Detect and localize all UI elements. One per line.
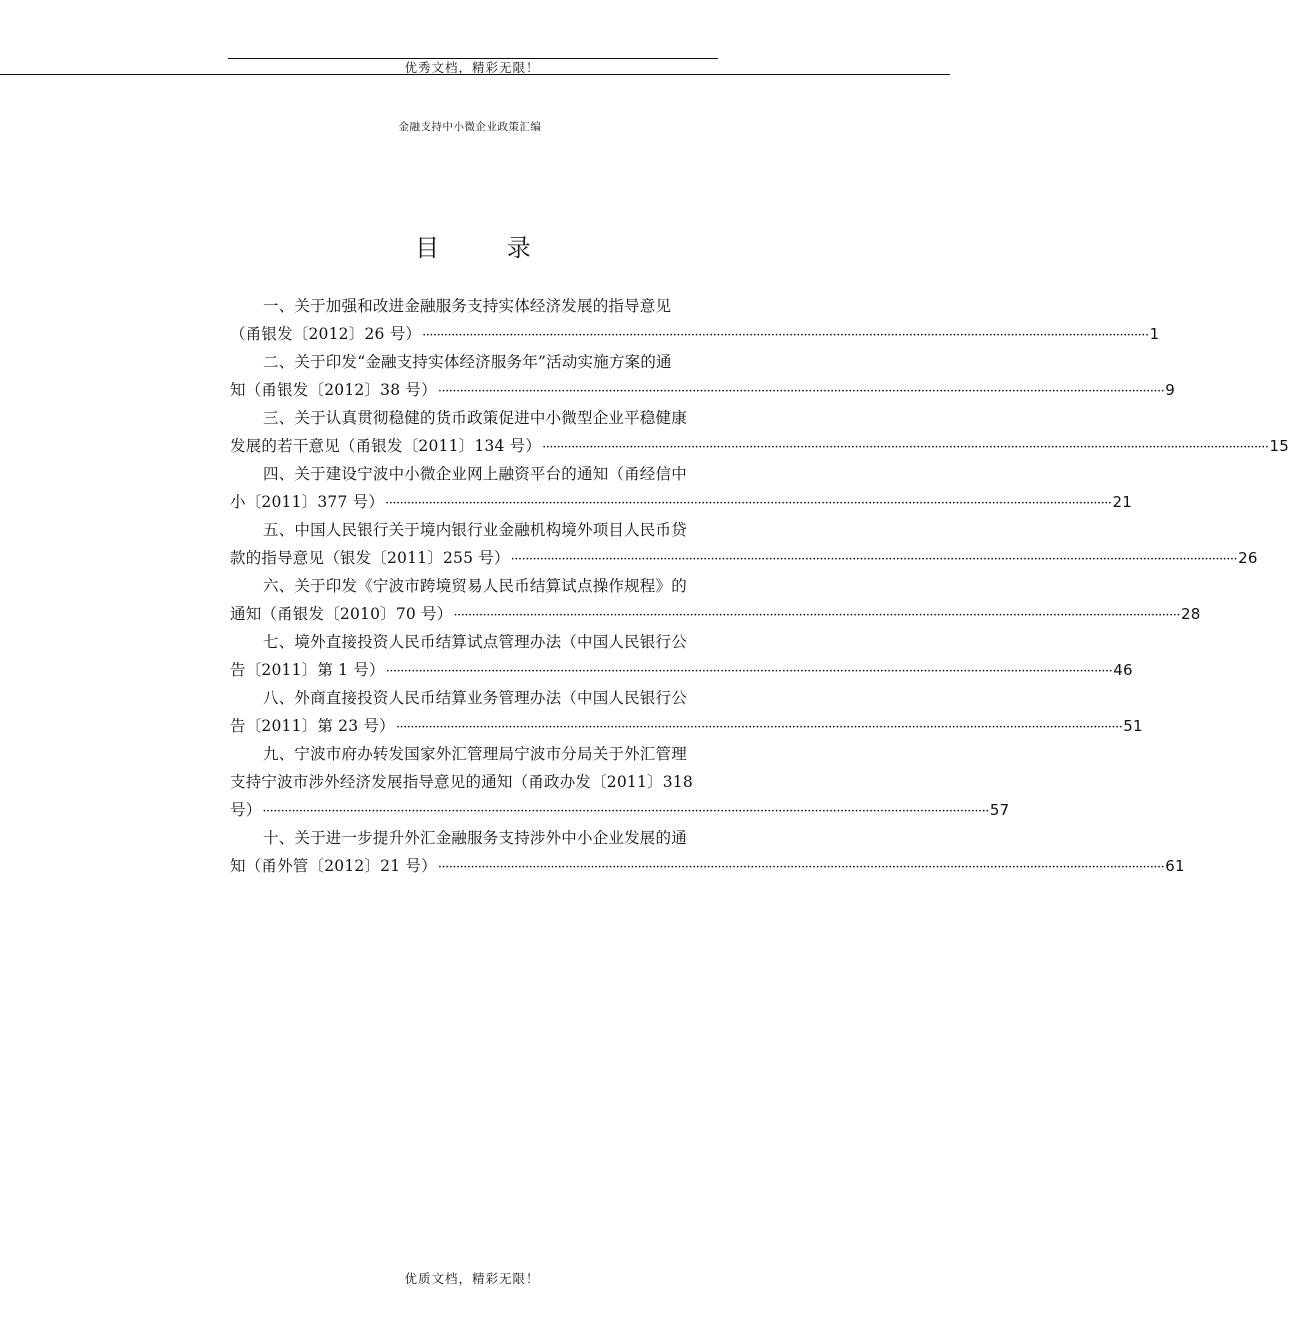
toc-entry[interactable] bbox=[230, 516, 1258, 572]
toc-entry-title-line: 三、关于认真贯彻稳健的货币政策促进中小微型企业平稳健康 bbox=[263, 409, 687, 427]
toc-entry-doc-number: 通知（甬银发〔2010〕70 号） bbox=[230, 605, 453, 623]
toc-entry-text bbox=[230, 572, 716, 600]
toc-entry[interactable] bbox=[230, 292, 1160, 348]
toc-page-number: 1 bbox=[1149, 325, 1160, 343]
toc-entry-text bbox=[230, 740, 716, 768]
toc-leader-dots: ········································································································································································································ bbox=[437, 860, 1165, 875]
toc-entry-text bbox=[230, 516, 716, 544]
toc-entry[interactable] bbox=[230, 824, 1185, 880]
toc-entry-doc-number: 知（甬银发〔2012〕38 号） bbox=[230, 381, 437, 399]
toc-page-number: 28 bbox=[1180, 605, 1201, 623]
toc-entry-title-line: 二、关于印发“金融支持实体经济服务年”活动实施方案的通 bbox=[263, 353, 672, 371]
toc-entry-last-line bbox=[230, 376, 1176, 404]
toc-entry-title-line: 一、关于加强和改进金融服务支持实体经济发展的指导意见 bbox=[263, 297, 672, 315]
toc-entry-doc-number: 发展的若干意见（甬银发〔2011〕134 号） bbox=[230, 437, 542, 455]
toc-page-number: 46 bbox=[1113, 661, 1133, 679]
toc-entry-text bbox=[230, 348, 716, 376]
toc-leader-dots: ········································································································································································································ bbox=[262, 804, 989, 819]
toc-entry-text bbox=[230, 292, 716, 320]
toc-leader-dots: ········································································································································································································ bbox=[395, 720, 1123, 735]
toc-page-number: 9 bbox=[1165, 381, 1176, 399]
toc-entry[interactable] bbox=[230, 348, 1176, 404]
toc-entry[interactable] bbox=[230, 684, 1143, 740]
toc-entry-text bbox=[230, 824, 716, 852]
toc-leader-dots: ········································································································································································································ bbox=[542, 440, 1269, 455]
toc-leader-dots: ········································································································································································································ bbox=[453, 608, 1180, 623]
toc-entry-title-line: 支持宁波市涉外经济发展指导意见的通知（甬政办发〔2011〕318 bbox=[230, 773, 693, 791]
toc-entry-last-line bbox=[230, 600, 1201, 628]
toc-entry-title-line: 六、关于印发《宁波市跨境贸易人民币结算试点操作规程》的 bbox=[263, 577, 687, 595]
toc-entry-last-line bbox=[230, 656, 1133, 684]
toc-entry-doc-number: 告〔2011〕第 23 号） bbox=[230, 717, 395, 735]
toc-leader-dots: ········································································································································································································ bbox=[437, 384, 1165, 399]
toc-page-number: 15 bbox=[1269, 437, 1289, 455]
toc-entry-title-line: 十、关于进一步提升外汇金融服务支持涉外中小企业发展的通 bbox=[263, 829, 687, 847]
toc-entry-text bbox=[230, 684, 716, 712]
toc-entry-title-line: 九、宁波市府办转发国家外汇管理局宁波市分局关于外汇管理 bbox=[263, 745, 687, 763]
toc-leader-dots: ········································································································································································································ bbox=[422, 328, 1149, 343]
toc-leader-dots: ········································································································································································································ bbox=[510, 552, 1238, 567]
toc-entry[interactable] bbox=[230, 404, 1289, 460]
page-header: 优秀文档，精彩无限！ bbox=[404, 60, 540, 75]
toc-leader-dots: ········································································································································································································ bbox=[385, 496, 1112, 511]
toc-entry-last-line bbox=[230, 796, 1010, 824]
toc-entry[interactable] bbox=[230, 572, 1201, 628]
toc-entry-doc-number: （甬银发〔2012〕26 号） bbox=[230, 325, 422, 343]
table-of-contents bbox=[230, 292, 1289, 880]
toc-title: 目 录 bbox=[415, 234, 561, 262]
toc-entry-doc-number: 告〔2011〕第 1 号） bbox=[230, 661, 385, 679]
toc-leader-dots: ········································································································································································································ bbox=[385, 664, 1113, 679]
toc-entry-last-line bbox=[230, 852, 1185, 880]
toc-entry-doc-number: 款的指导意见（银发〔2011〕255 号） bbox=[230, 549, 510, 567]
toc-page-number: 51 bbox=[1123, 717, 1143, 735]
toc-entry-title-line: 五、中国人民银行关于境内银行业金融机构境外项目人民币贷 bbox=[263, 521, 687, 539]
toc-entry-last-line bbox=[230, 320, 1160, 348]
toc-entry-text bbox=[230, 628, 716, 656]
toc-entry[interactable] bbox=[230, 460, 1133, 516]
page-footer: 优质文档，精彩无限！ bbox=[404, 1271, 540, 1286]
toc-entry[interactable] bbox=[230, 740, 1010, 824]
toc-entry-last-line bbox=[230, 432, 1289, 460]
toc-entry-last-line bbox=[230, 712, 1143, 740]
toc-entry-text bbox=[230, 404, 716, 432]
toc-entry[interactable] bbox=[230, 628, 1133, 684]
toc-entry-title-line: 七、境外直接投资人民币结算试点管理办法（中国人民银行公 bbox=[263, 633, 687, 651]
toc-page-number: 26 bbox=[1238, 549, 1258, 567]
toc-page-number: 61 bbox=[1165, 857, 1185, 875]
toc-entry-title-line: 八、外商直接投资人民币结算业务管理办法（中国人民银行公 bbox=[263, 689, 687, 707]
toc-entry-doc-number: 小〔2011〕377 号） bbox=[230, 493, 385, 511]
toc-entry-doc-number: 号） bbox=[230, 801, 262, 819]
toc-entry-last-line bbox=[230, 544, 1258, 572]
toc-entry-text bbox=[230, 768, 716, 796]
toc-entry-title-line: 四、关于建设宁波中小微企业网上融资平台的通知（甬经信中 bbox=[263, 465, 687, 483]
toc-page-number: 21 bbox=[1112, 493, 1133, 511]
toc-entry-text bbox=[230, 460, 716, 488]
document-subtitle: 金融支持中小微企业政策汇编 bbox=[398, 121, 542, 133]
toc-entry-last-line bbox=[230, 488, 1133, 516]
toc-page-number: 57 bbox=[989, 801, 1010, 819]
toc-entry-doc-number: 知（甬外管〔2012〕21 号） bbox=[230, 857, 437, 875]
